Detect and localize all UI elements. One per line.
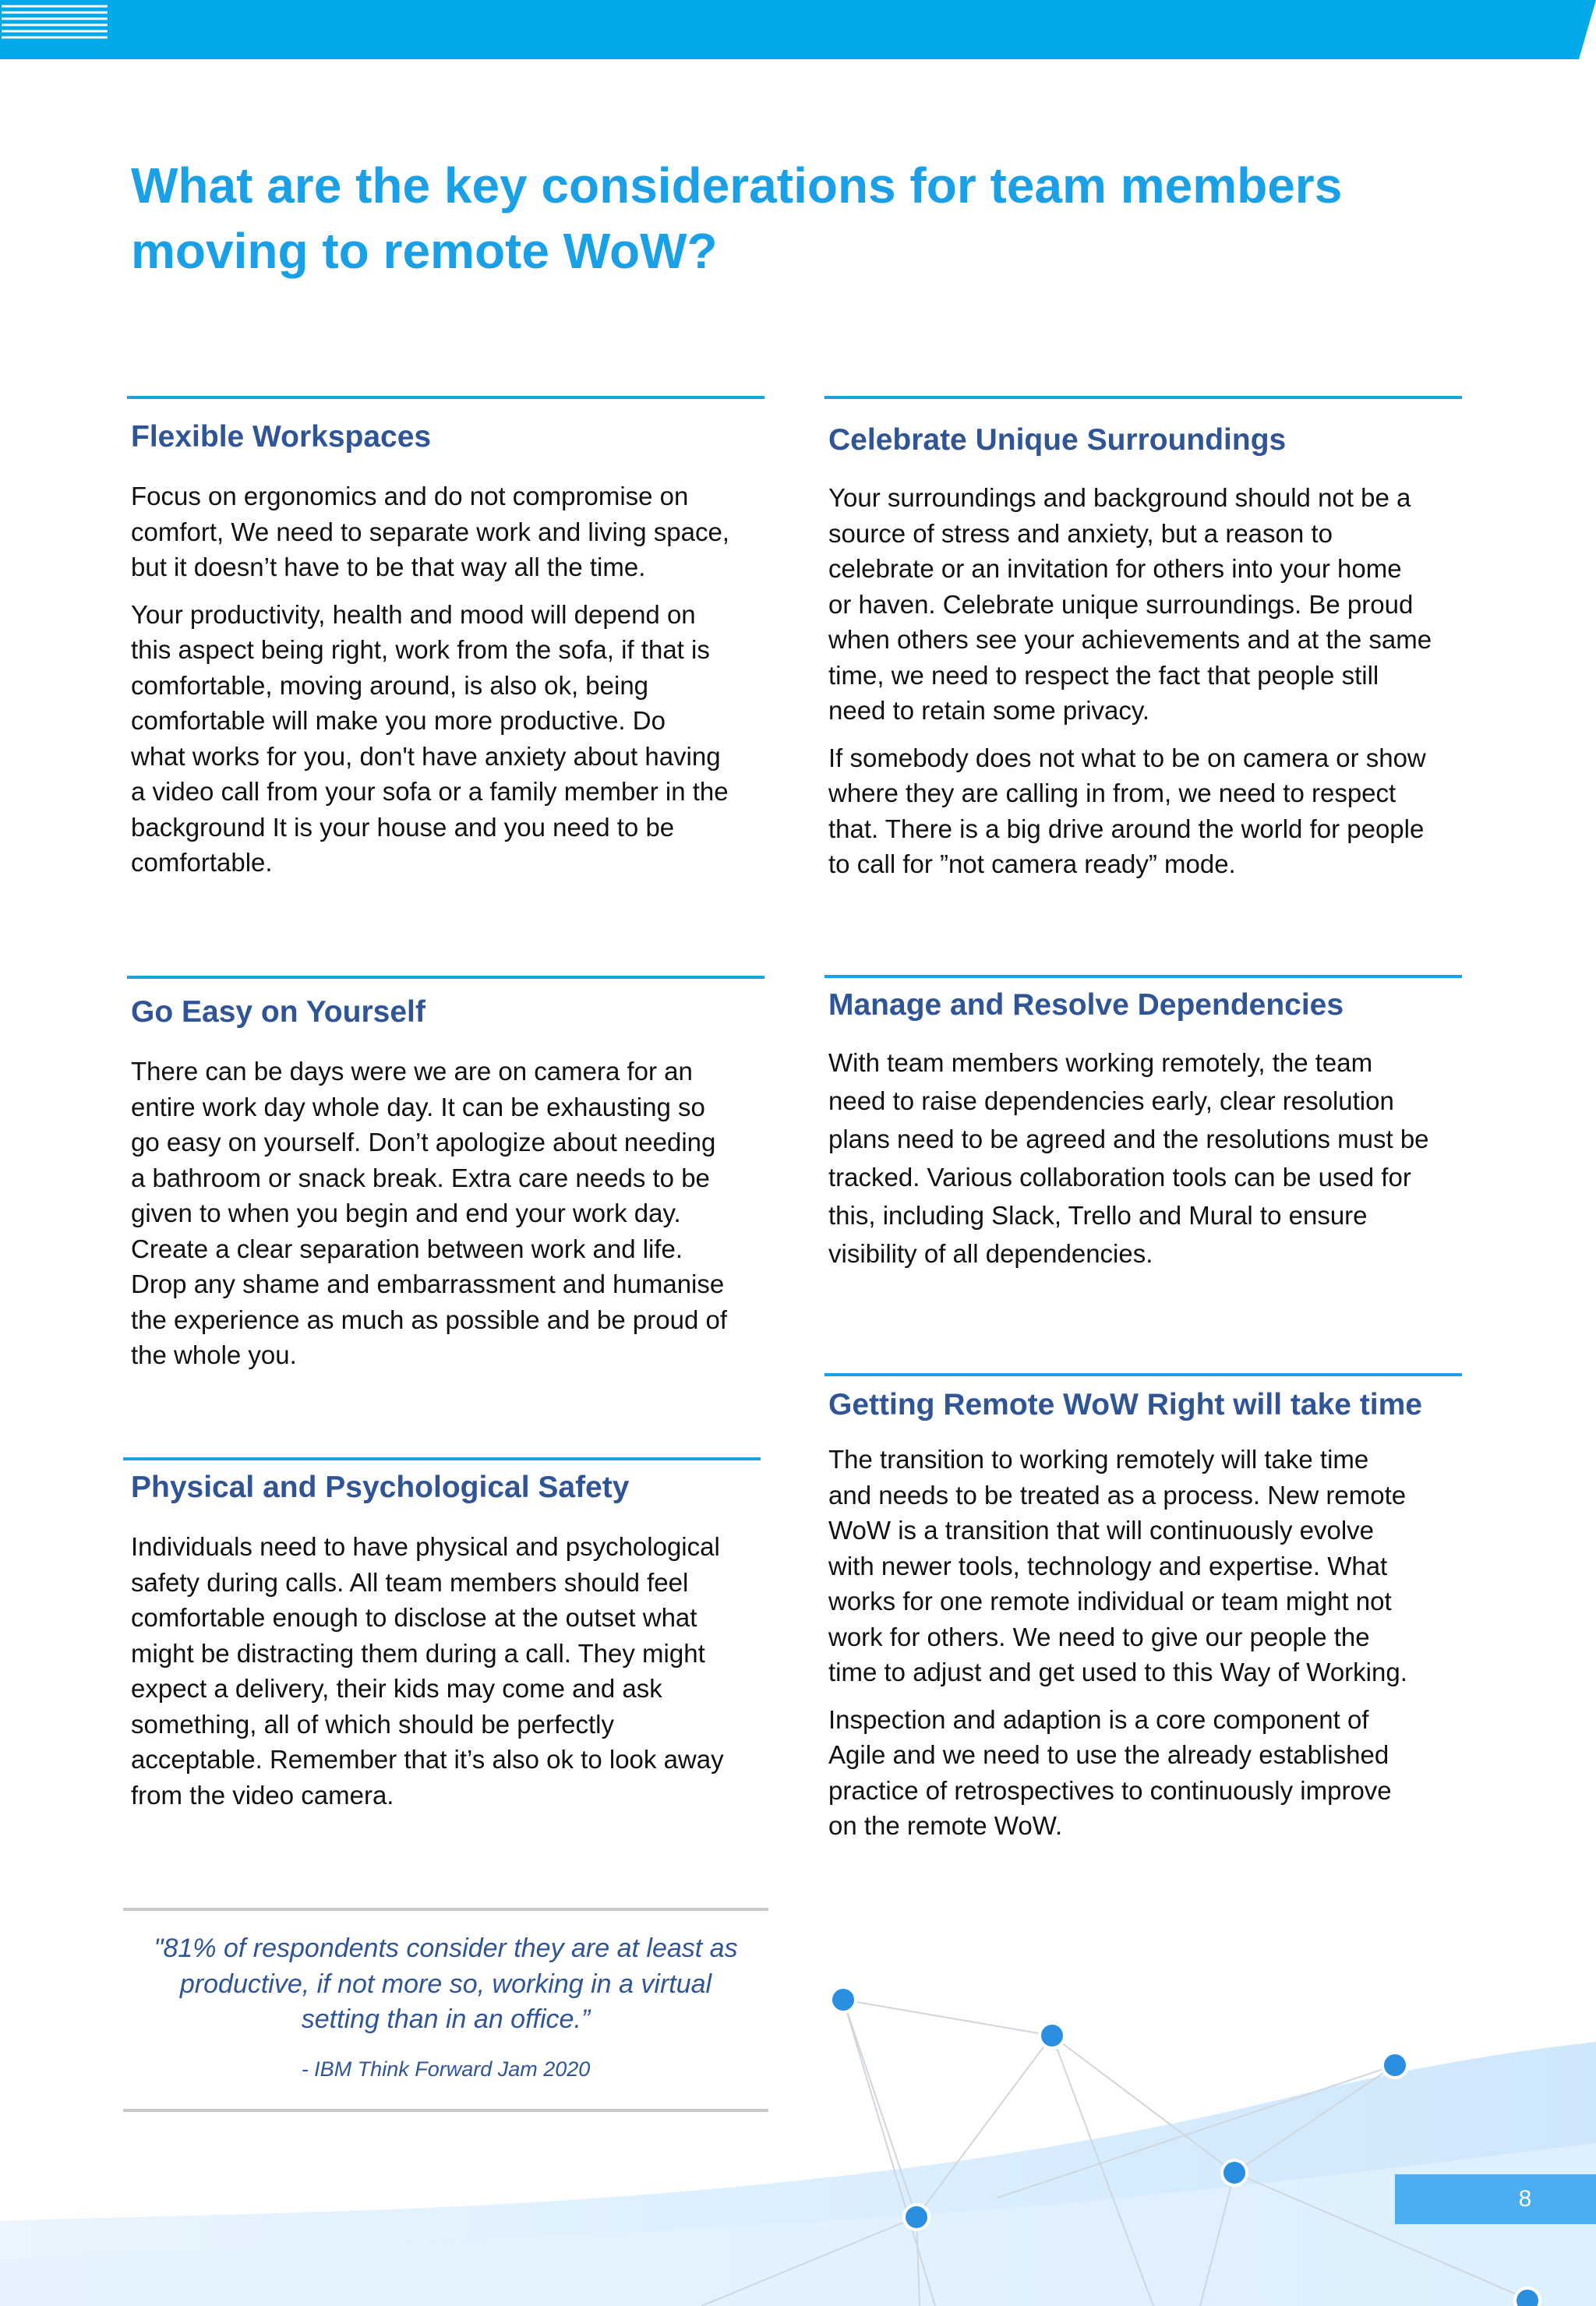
section-heading: Flexible Workspaces xyxy=(131,420,432,454)
section-paragraph: If somebody does not what to be on camera or show where they are calling in from, we need to respect that. There is a big drive around the world for people to call for ”not camera ready” mode. xyxy=(828,743,1426,878)
section-manage-dependencies xyxy=(824,975,1462,1273)
page-number: 8 xyxy=(1395,2174,1596,2224)
section-celebrate-unique-surroundings xyxy=(824,396,1462,882)
section-paragraph: There can be days were we are on camera for an entire work day whole day. It can be exhausting so go easy on yourself. Don’t apologize about needing a bathroom or snack break. Extra care needs to be given to when you begin and end your work day. Create a clear separation between work and life. Drop any shame and embarrassment and humanise the experience as much as possible and be proud of the whole you. xyxy=(131,1057,727,1369)
section-physical-psychological-safety xyxy=(123,1457,761,1813)
section-getting-remote-wow-right xyxy=(824,1373,1462,1844)
network-node xyxy=(1040,2023,1065,2048)
section-heading: Getting Remote WoW Right will take time xyxy=(828,1388,1422,1421)
section-go-easy-on-yourself xyxy=(127,976,764,1373)
section-paragraph: With team members working remotely, the team need to raise dependencies early, clear resolution plans need to be agreed and the resolutions must be tracked. Various collaboration tools can be used for this, including Slack, Trello and Mural to ensure visibility of all dependencies. xyxy=(828,1048,1429,1268)
section-heading: Celebrate Unique Surroundings xyxy=(828,423,1287,457)
section-paragraph: Your surroundings and background should not be a source of stress and anxiety, but a reason to celebrate or an invitation for others into your home or haven. Celebrate unique surroundings. Be proud when others see your achievements and at the same time, we need to respect the fact that people still need to retain some privacy. xyxy=(828,483,1432,725)
section-heading: Manage and Resolve Dependencies xyxy=(828,988,1344,1022)
page-title-line-2: moving to remote WoW? xyxy=(131,223,718,279)
section-rule xyxy=(824,1373,1462,1376)
network-node xyxy=(831,1987,856,2012)
ibm-logo xyxy=(0,0,109,47)
section-flexible-workspaces xyxy=(127,396,764,881)
section-heading: Go Easy on Yourself xyxy=(131,995,425,1029)
header-band xyxy=(0,0,1596,59)
section-rule xyxy=(127,396,764,399)
page-title-line-1: What are the key considerations for team members xyxy=(131,157,1343,214)
quote-rule-bottom xyxy=(123,2109,768,2112)
network-node xyxy=(904,2205,929,2230)
section-heading: Physical and Psychological Safety xyxy=(131,1471,630,1504)
page-title xyxy=(131,153,1502,284)
quote-text: "81% of respondents consider they are at least as productive, if not more so, working in a virtual setting than in an office.” xyxy=(154,1933,738,2034)
quote-source: - IBM Think Forward Jam 2020 xyxy=(301,2057,591,2081)
network-node xyxy=(1222,2160,1247,2185)
network-node xyxy=(1382,2053,1407,2078)
section-paragraph: Inspection and adaption is a core component of Agile and we need to use the already established practice of retrospectives to continuously improve on the remote WoW. xyxy=(828,1704,1392,1840)
quote-box xyxy=(123,1908,768,2112)
section-rule xyxy=(824,396,1462,399)
section-paragraph: Your productivity, health and mood will depend on this aspect being right, work from the sofa, if that is comfortable, moving around, is also ok, being comfortable will make you more productive. Do what works for you, don't have anxiety about having a video call from your sofa or a family member in the background It is your house and you need to be comfortable. xyxy=(131,599,729,877)
section-paragraph: The transition to working remotely will take time and needs to be treated as a process. New remote WoW is a transition that will continuously evolve with newer tools, technology and expertise. What works for one remote individual or team might not work for others. We need to give our people the time to adjust and get used to this Way of Working. xyxy=(828,1445,1407,1686)
section-rule xyxy=(824,975,1462,978)
section-rule xyxy=(123,1457,761,1460)
section-paragraph: Focus on ergonomics and do not compromise on comfort, We need to separate work and living space, but it doesn’t have to be that way all the time. xyxy=(131,482,729,581)
section-rule xyxy=(127,976,764,979)
quote-rule-top xyxy=(123,1908,768,1911)
header-bar xyxy=(0,0,1596,59)
network-node xyxy=(1515,2288,1540,2306)
section-paragraph: Individuals need to have physical and psychological safety during calls. All team members should feel comfortable enough to disclose at the outset what might be distracting them during a call. They might expect a delivery, their kids may come and ask something, all of which should be perfectly acceptable. Remember that it’s also ok to look away from the video camera. xyxy=(131,1532,724,1810)
